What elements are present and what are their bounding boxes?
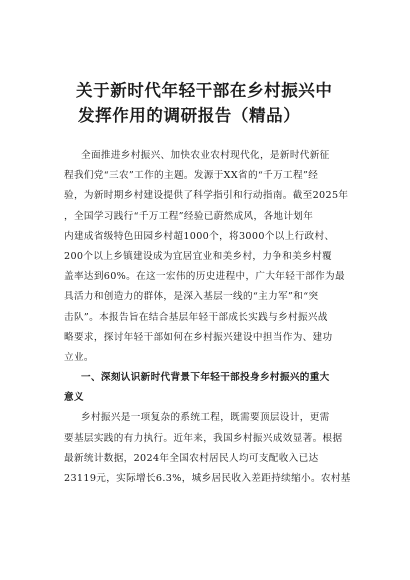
title-line: 发挥作用的调研报告（精品） xyxy=(78,106,301,125)
paragraph-line: 具活力和创造力的群体，是深入基层一线的“主力军”和“突 xyxy=(64,291,319,303)
paragraph-line: 200个以上乡镇建设成为宜居宜业和美乡村，力争和美乡村覆 xyxy=(64,250,332,262)
paragraph-line: 要基层实践的有力执行。近年来，我国乡村振兴成效显著。根据 xyxy=(64,432,343,444)
paragraph-line: 最新统计数据，2024年全国农村居民人均可支配收入已达 xyxy=(64,452,319,464)
paragraph-line: 略要求，探讨年轻干部如何在乡村振兴建设中担当作为、建功 xyxy=(64,331,333,343)
paragraph-line: ，全国学习践行“千万工程”经验已蔚然成风，各地计划年 xyxy=(64,210,314,222)
paragraph-line: 内建成省级特色田园乡村超1000个，将3000个以上行政村、 xyxy=(64,230,335,242)
paragraph-line: 乡村振兴是一项复杂的系统工程，既需要顶层设计，更需 xyxy=(81,412,330,424)
section-heading: 一、深刻认识新时代背景下年轻干部投身乡村振兴的重大 xyxy=(81,372,330,384)
title-line: 关于新时代年轻干部在乡村振兴中 xyxy=(76,81,333,100)
paragraph-line: 盖率达到60%。在这一宏伟的历史进程中，广大年轻干部作为最 xyxy=(64,271,345,283)
document-title xyxy=(76,78,376,128)
paragraph-line: 全面推进乡村振兴、加快农业农村现代化，是新时代新征 xyxy=(81,150,330,161)
paragraph-line: 击队”。本报告旨在结合基层年轻干部成长实践与乡村振兴战 xyxy=(64,311,328,323)
paragraph-line: 23119元，实际增长6.3%，城乡居民收入差距持续缩小。农村基 xyxy=(64,473,351,484)
paragraph-line: 验，为新时期乡村建设提供了科学指引和行动指南。截至2025年 xyxy=(64,190,349,202)
paragraph-line: 立业。 xyxy=(64,351,94,363)
section-heading: 意义 xyxy=(64,392,84,404)
document-body xyxy=(64,146,364,489)
paragraph-line: 程我们党“三农”工作的主题。发源于XX省的“千万工程”经 xyxy=(64,170,319,182)
